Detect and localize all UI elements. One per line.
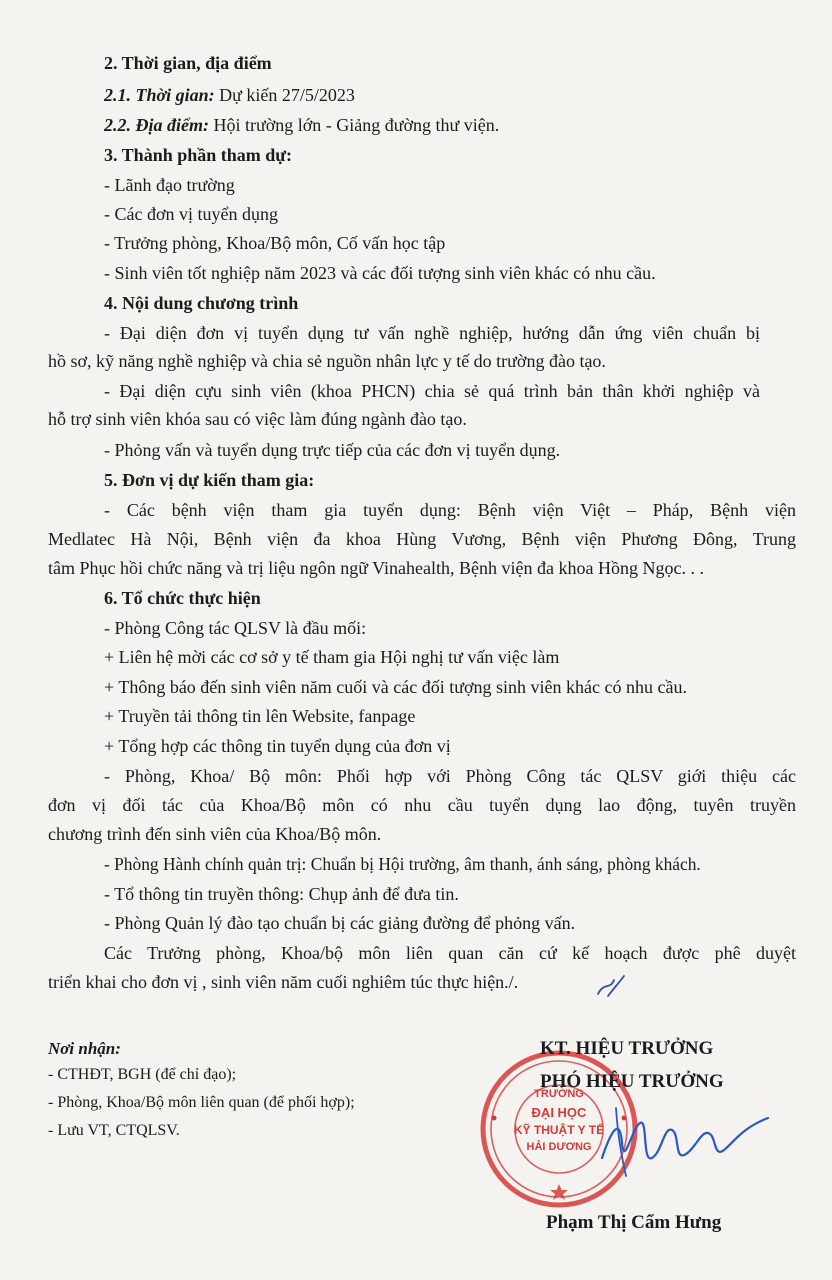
recipient-item: - Lưu VT, CTQLSV. (48, 1122, 180, 1139)
section-2-1 (104, 84, 355, 106)
section-4-paragraph: - Đại diện đơn vị tuyển dụng tư vấn nghề nghiệp, hướng dẫn ứng viên chuẩn bị (104, 323, 760, 343)
closing-paragraph: triển khai cho đơn vị , sinh viên năm cuối nghiêm túc thực hiện./. (48, 972, 519, 992)
section-4-paragraph: - Phỏng vấn và tuyển dụng trực tiếp của các đơn vị tuyển dụng. (104, 440, 561, 460)
section-6-title: 6. Tổ chức thực hiện (104, 588, 261, 608)
section-2-1-value: Dự kiến 27/5/2023 (214, 85, 355, 105)
section-5-paragraph: Medlatec Hà Nội, Bệnh viện đa khoa Hùng Vương, Bệnh viện Phương Đông, Trung (48, 529, 796, 549)
recipient-item: - Phòng, Khoa/Bộ môn liên quan (để phối hợp); (48, 1094, 355, 1111)
section-6-line: - Phòng Công tác QLSV là đầu mối: (104, 618, 367, 638)
section-4-title: 4. Nội dung chương trình (104, 293, 299, 313)
closing-paragraph: Các Trưởng phòng, Khoa/bộ môn liên quan căn cứ kế hoạch được phê duyệt (104, 943, 796, 963)
section-3-item: - Lãnh đạo trường (104, 175, 235, 195)
section-6-line: - Phòng Quản lý đào tạo chuẩn bị các giảng đường để phỏng vấn. (104, 913, 576, 933)
handwritten-signature-icon (592, 1088, 772, 1188)
signer-name: Phạm Thị Cẩm Hưng (546, 1212, 722, 1233)
recipients-title: Nơi nhận: (48, 1039, 121, 1058)
section-2-1-label: 2.1. Thời gian: (104, 85, 215, 105)
section-2-2-value: Hội trường lớn - Giảng đường thư viện. (209, 115, 500, 135)
section-6-line: + Liên hệ mời các cơ sở y tế tham gia Hội nghị tư vấn việc làm (104, 647, 560, 667)
section-5-paragraph: - Các bệnh viện tham gia tuyển dụng: Bệnh viện Việt – Pháp, Bệnh viện (104, 500, 796, 520)
section-4-paragraph: hỗ trợ sinh viên khóa sau có việc làm đúng ngành đào tạo. (48, 409, 467, 429)
seal-line: KỸ THUẬT Y TẾ (513, 1123, 605, 1137)
signature-title-1: KT. HIỆU TRƯỞNG (540, 1038, 714, 1059)
initial-mark-icon (596, 972, 626, 1000)
section-3-item: - Các đơn vị tuyển dụng (104, 204, 278, 224)
seal-line: HẢI DƯƠNG (526, 1141, 592, 1153)
section-2-title: 2. Thời gian, địa điểm (104, 53, 272, 73)
section-6-line: + Truyền tải thông tin lên Website, fanpage (104, 706, 416, 726)
section-3-item: - Trưởng phòng, Khoa/Bộ môn, Cố vấn học tập (104, 233, 446, 253)
section-4-paragraph: hồ sơ, kỹ năng nghề nghiệp và chia sẻ nguồn nhân lực y tế do trường đào tạo. (48, 351, 606, 371)
section-2-2-label: 2.2. Địa điểm: (104, 115, 209, 135)
section-3-item: - Sinh viên tốt nghiệp năm 2023 và các đối tượng sinh viên khác có nhu cầu. (104, 263, 656, 283)
section-6-line: - Tổ thông tin truyền thông: Chụp ảnh để đưa tin. (104, 884, 459, 904)
section-6-line: + Tổng hợp các thông tin tuyển dụng của đơn vị (104, 736, 451, 756)
section-4-paragraph: - Đại diện cựu sinh viên (khoa PHCN) chia sẻ quá trình bản thân khởi nghiệp và (104, 381, 760, 401)
section-2-2 (104, 114, 499, 136)
section-6-line: chương trình đến sinh viên của Khoa/Bộ môn. (48, 824, 382, 844)
recipient-item: - CTHĐT, BGH (để chỉ đạo); (48, 1066, 237, 1083)
section-6-line: đơn vị đối tác của Khoa/Bộ môn có nhu cầu tuyển dụng lao động, tuyên truyền (48, 795, 796, 815)
signature-title-2: PHÓ HIỆU TRƯỞNG (540, 1071, 724, 1092)
section-6-line: + Thông báo đến sinh viên năm cuối và các đối tượng sinh viên khác có nhu cầu. (104, 677, 687, 697)
section-6-line: - Phòng Hành chính quản trị: Chuẩn bị Hội trường, âm thanh, ánh sáng, phòng khách. (104, 854, 701, 874)
seal-line: ĐẠI HỌC (531, 1105, 587, 1120)
seal-line: TRƯỜNG (534, 1088, 584, 1100)
section-5-paragraph: tâm Phục hồi chức năng và trị liệu ngôn ngữ Vinahealth, Bệnh viện đa khoa Hồng Ngọc. . . (48, 558, 704, 578)
section-5-title: 5. Đơn vị dự kiến tham gia: (104, 470, 315, 490)
section-6-line: - Phòng, Khoa/ Bộ môn: Phối hợp với Phòng Công tác QLSV giới thiệu các (104, 766, 796, 786)
section-3-title: 3. Thành phần tham dự: (104, 145, 293, 165)
